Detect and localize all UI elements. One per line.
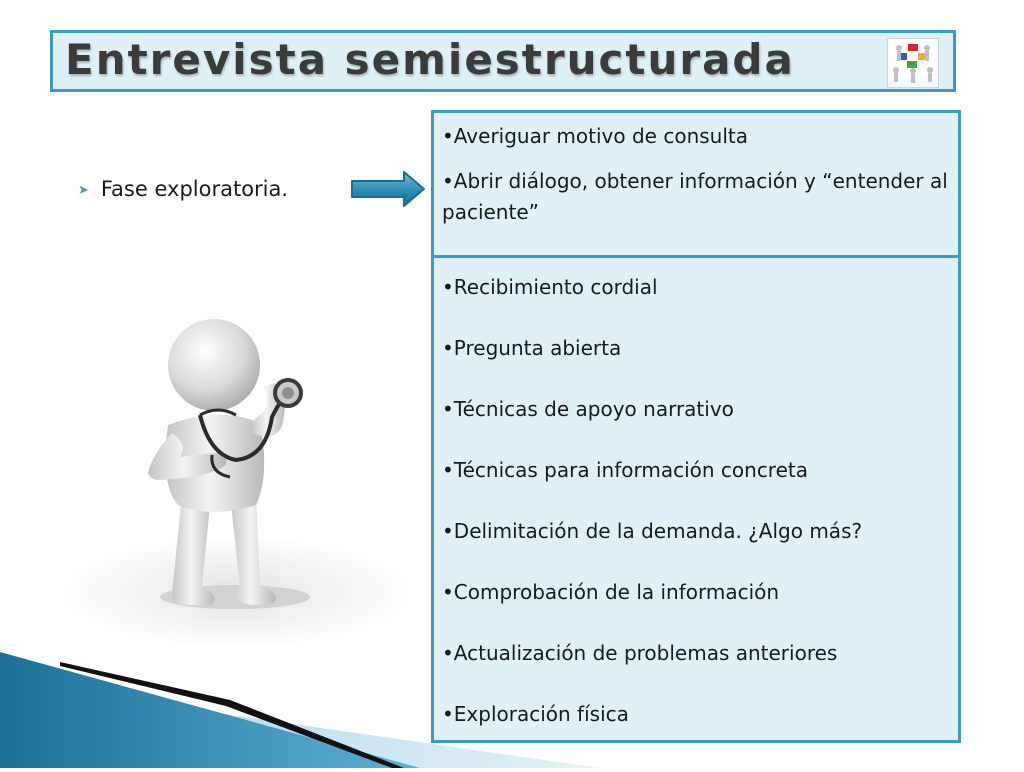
teamwork-puzzle-icon [887, 38, 939, 88]
bullet-row [78, 172, 288, 206]
list-item: •Recibimiento cordial [442, 275, 658, 299]
doctor-stethoscope-figure [60, 305, 415, 654]
bullet-label: Fase exploratoria. [100, 177, 289, 201]
chevron-right-icon: ➤ [78, 182, 89, 198]
list-item: •Abrir diálogo, obtener información y “entender al paciente” [442, 169, 948, 224]
decorative-stripes [0, 640, 600, 772]
list-item: •Delimitación de la demanda. ¿Algo más? [442, 519, 863, 543]
list-item: •Averiguar motivo de consulta [442, 124, 748, 148]
list-item: •Actualización de problemas anteriores [442, 641, 838, 665]
arrow-right-icon [350, 169, 428, 213]
list-item: •Exploración física [442, 702, 629, 726]
list-item: •Técnicas para información concreta [442, 458, 808, 482]
list-item: •Comprobación de la información [442, 580, 780, 604]
list-item: •Técnicas de apoyo narrativo [442, 397, 734, 421]
exploration-goals-box [431, 110, 961, 258]
slide-title: Entrevista semiestructurada [65, 35, 795, 84]
list-item: •Pregunta abierta [442, 336, 622, 360]
title-box [50, 30, 956, 92]
